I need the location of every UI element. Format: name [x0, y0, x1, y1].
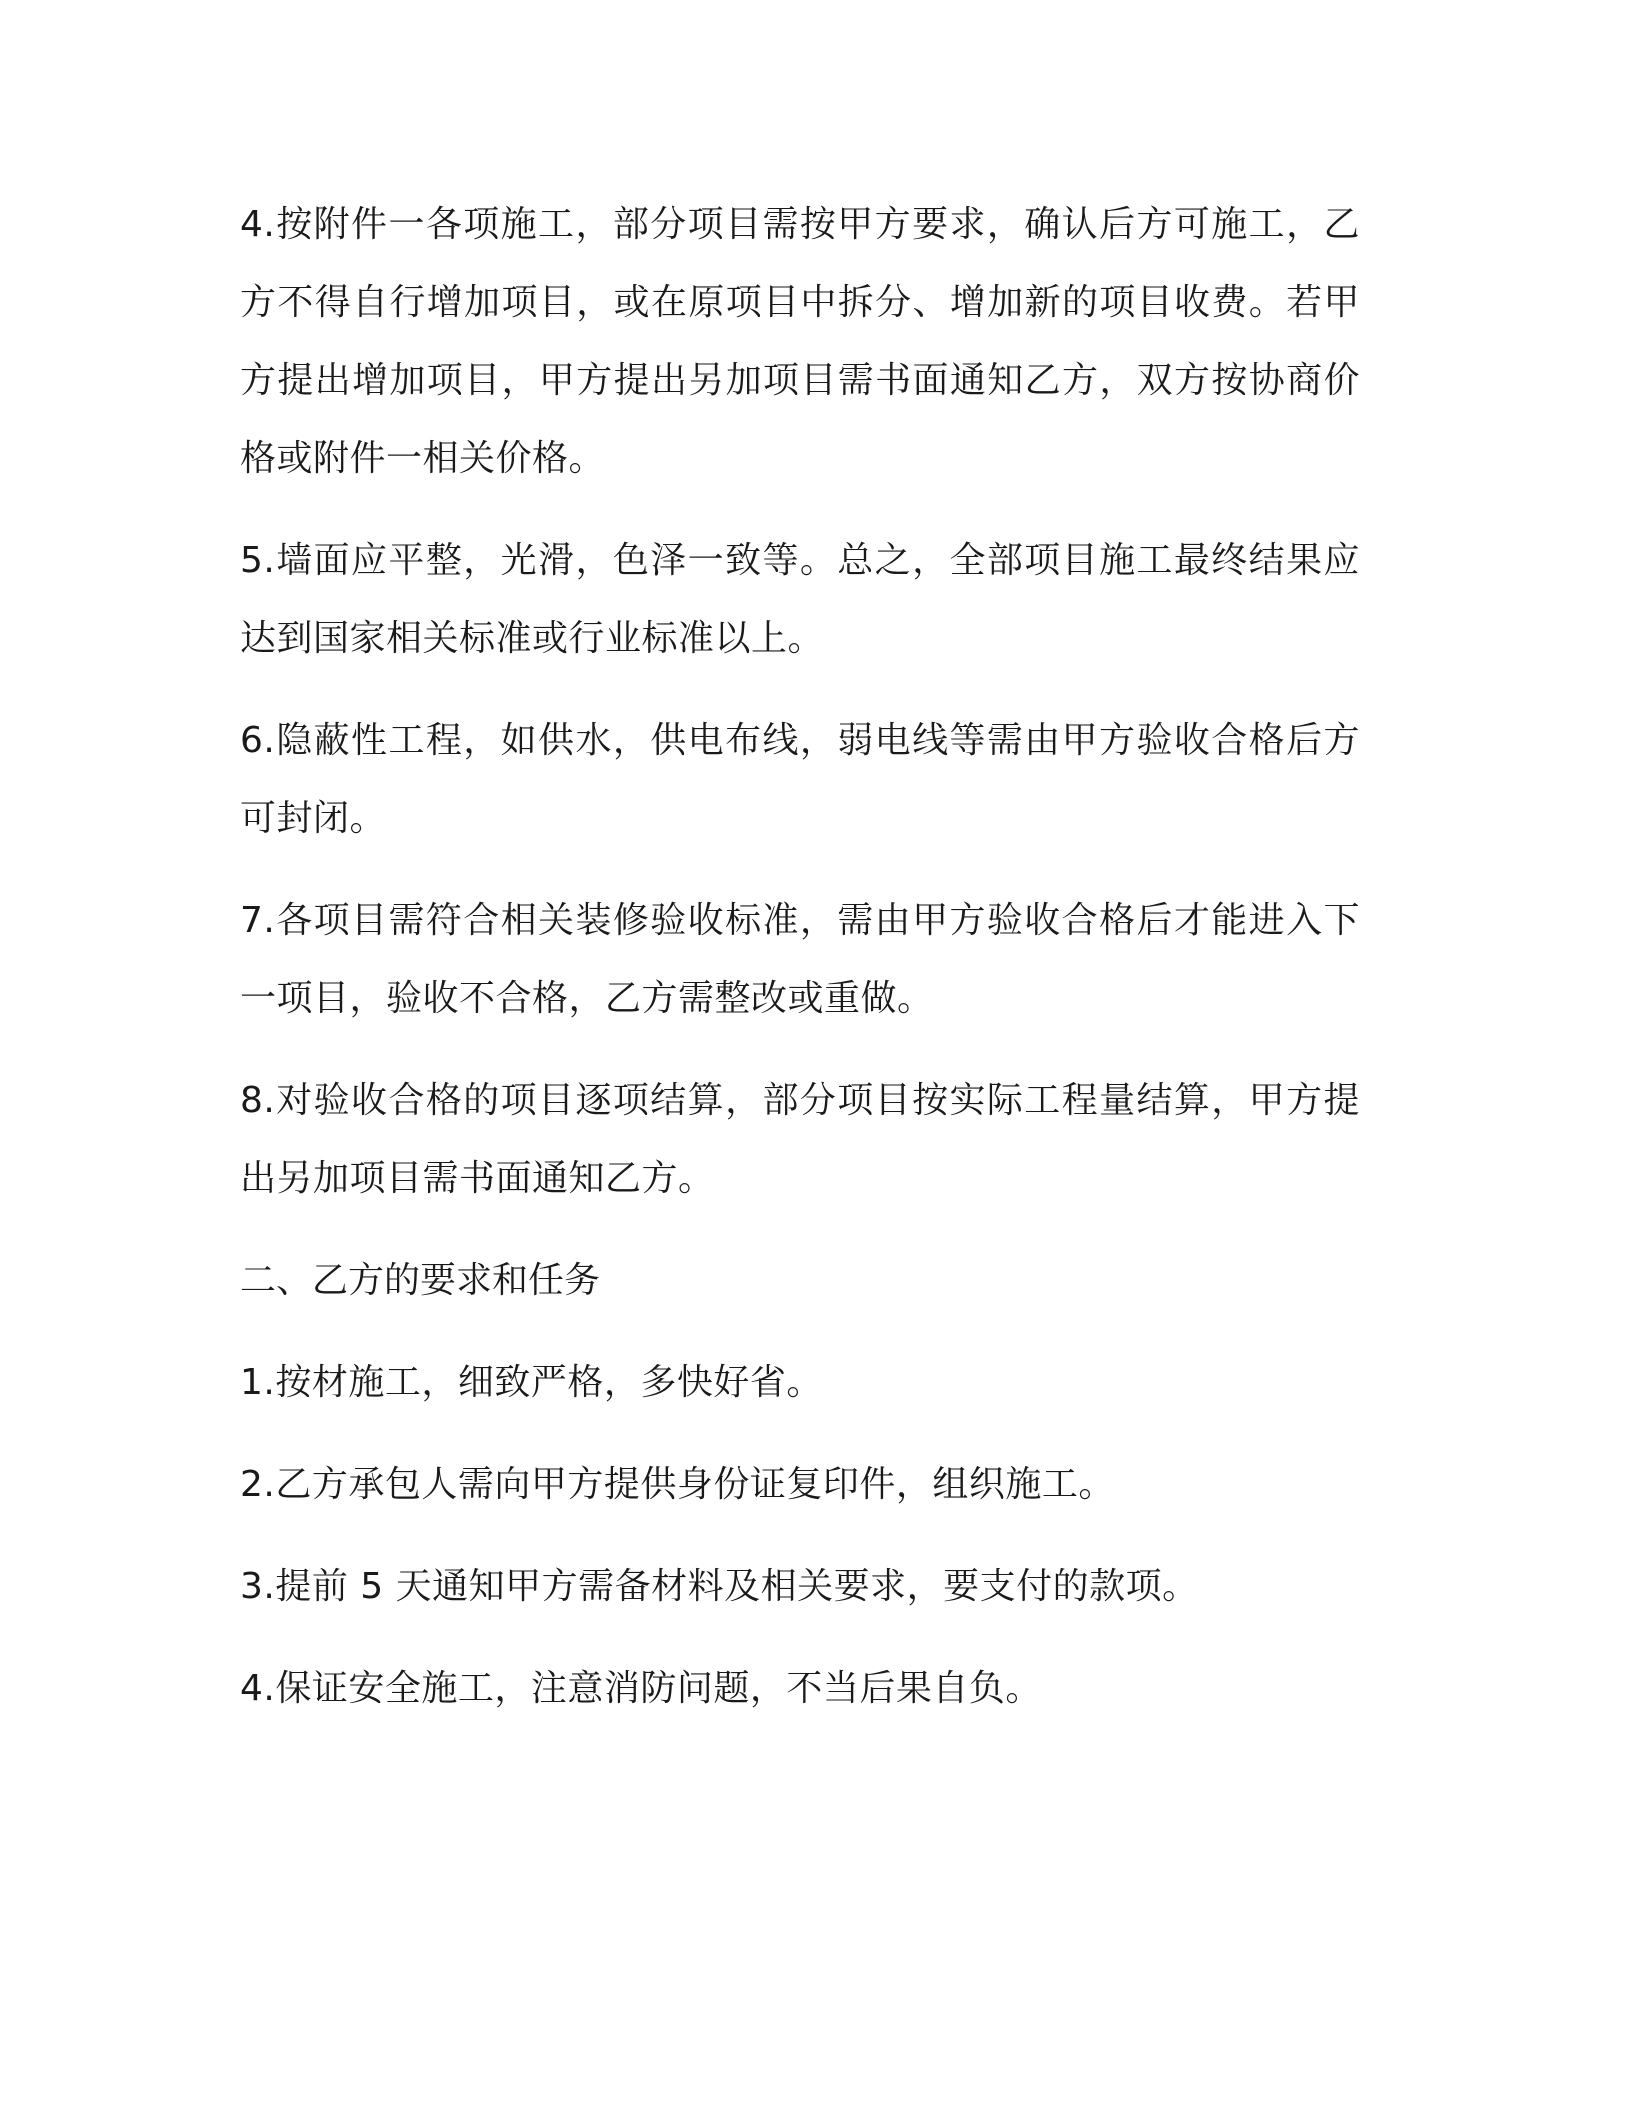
- document-body: [240, 186, 1360, 1752]
- list-item: 1.按材施工，细致严格，多快好省。: [240, 1362, 823, 1403]
- paragraph-5: 5.墙面应平整，光滑，色泽一致等。总之，全部项目施工最终结果应达到国家相关标准或行业标准以上。: [240, 540, 1360, 659]
- section-heading: 二、乙方的要求和任务: [240, 1260, 601, 1301]
- paragraph-7: 7.各项目需符合相关装修验收标准，需由甲方验收合格后才能进入下一项目，验收不合格，乙方需整改或重做。: [240, 900, 1360, 1019]
- paragraph-4: 4.按附件一各项施工，部分项目需按甲方要求，确认后方可施工，乙方不得自行增加项目，或在原项目中拆分、增加新的项目收费。若甲方提出增加项目，甲方提出另加项目需书面通知乙方，双方按协商价格或附件一相关价格。: [240, 204, 1360, 479]
- paragraph-6: 6.隐蔽性工程，如供水，供电布线，弱电线等需由甲方验收合格后方可封闭。: [240, 720, 1360, 839]
- list-item: 2.乙方承包人需向甲方提供身份证复印件，组织施工。: [240, 1464, 1115, 1505]
- paragraph-8: 8.对验收合格的项目逐项结算，部分项目按实际工程量结算，甲方提出另加项目需书面通知乙方。: [240, 1080, 1360, 1199]
- list-item: 4.保证安全施工，注意消防问题，不当后果自负。: [240, 1668, 1042, 1709]
- list-item: 3.提前 5 天通知甲方需备材料及相关要求，要支付的款项。: [240, 1566, 1199, 1607]
